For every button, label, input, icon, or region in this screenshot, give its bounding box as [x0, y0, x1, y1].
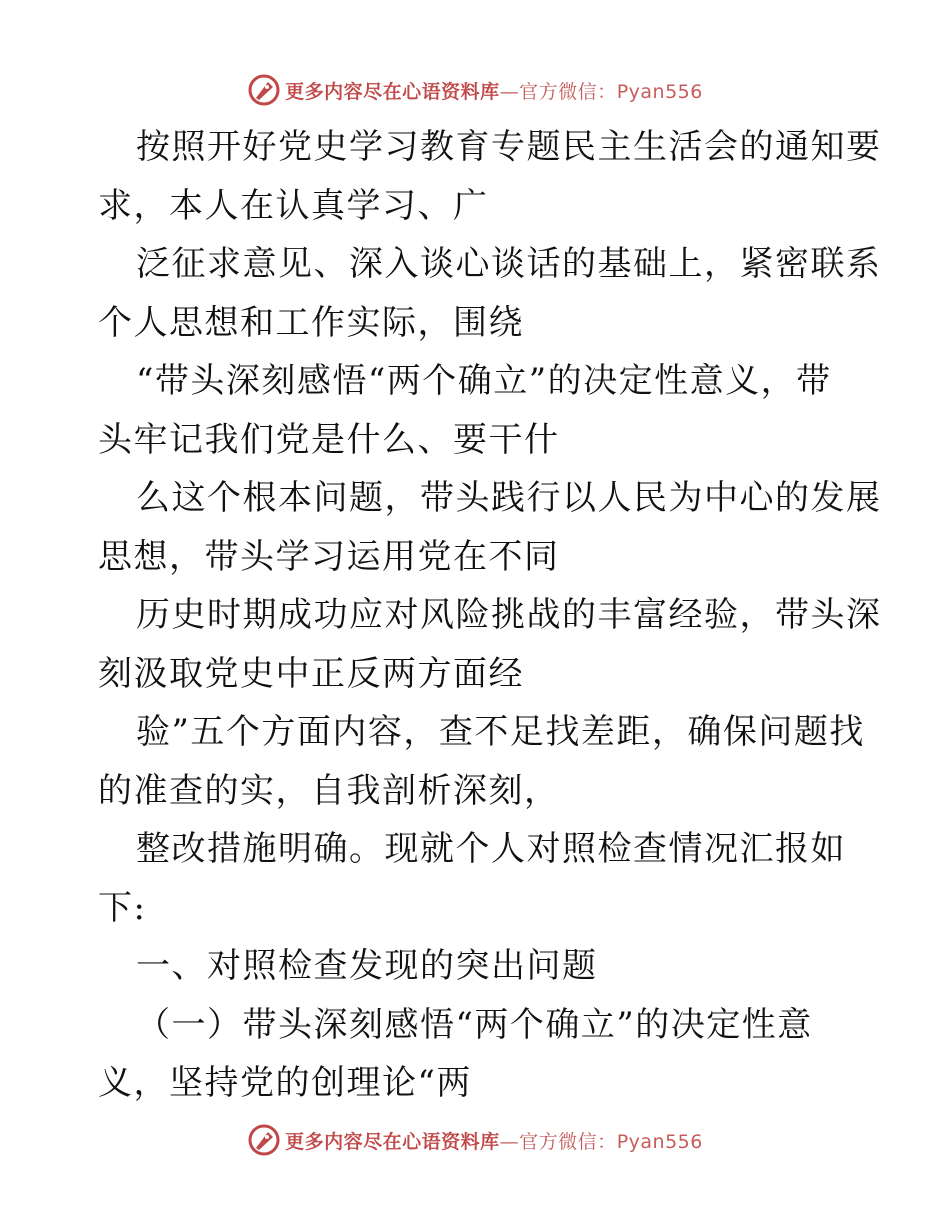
- watermark-text: [285, 77, 703, 104]
- text-line: 整改措施明确。现就个人对照检查情况汇报如: [136, 829, 846, 869]
- watermark-separator: —: [499, 80, 520, 103]
- text-line: 的准查的实，自我剖析深刻，: [98, 770, 560, 811]
- text-line: 泛征求意见、深入谈心谈话的基础上，紧密联系: [136, 244, 882, 284]
- pen-nib-logo-icon: [247, 73, 281, 107]
- watermark-wechat-label: 官方微信：: [519, 1130, 617, 1153]
- text-line: 求，本人在认真学习、广: [98, 185, 489, 226]
- text-line: 刻汲取党史中正反两方面经: [98, 653, 524, 694]
- header-watermark: [0, 70, 950, 110]
- text-line: 个人思想和工作实际，围绕: [98, 302, 524, 343]
- subsection-heading: （一）带头深刻感悟“两个确立”的决定性意: [136, 1004, 813, 1045]
- footer-watermark: [0, 1120, 950, 1160]
- text-line: 按照开好党史学习教育专题民主生活会的通知要: [136, 127, 882, 167]
- document-body: [98, 118, 882, 1113]
- watermark-wechat-id: Pyan556: [616, 80, 703, 103]
- text-line: 历史时期成功应对风险挑战的丰富经验，带头深: [136, 595, 882, 635]
- text-line: 验”五个方面内容，查不足找差距，确保问题找: [136, 712, 865, 752]
- watermark-brand: 更多内容尽在心语资料库: [285, 1130, 500, 1153]
- pen-nib-logo-icon: [247, 1123, 281, 1157]
- text-line: 义，坚持党的创理论“两: [98, 1063, 472, 1103]
- text-line: “带头深刻感悟“两个确立”的决定性意义，带: [136, 361, 832, 401]
- text-line: 头牢记我们党是什么、要干什: [98, 419, 560, 460]
- text-line: 么这个根本问题，带头践行以人民为中心的发展: [136, 478, 882, 518]
- watermark-text: [285, 1127, 703, 1154]
- watermark-brand: 更多内容尽在心语资料库: [285, 80, 500, 103]
- watermark-wechat-label: 官方微信：: [519, 80, 617, 103]
- watermark-separator: —: [499, 1130, 520, 1153]
- watermark-wechat-id: Pyan556: [616, 1130, 703, 1153]
- text-line: 下:: [98, 887, 147, 928]
- text-line: 思想，带头学习运用党在不同: [98, 536, 560, 577]
- section-heading: 一、对照检查发现的突出问题: [136, 946, 598, 986]
